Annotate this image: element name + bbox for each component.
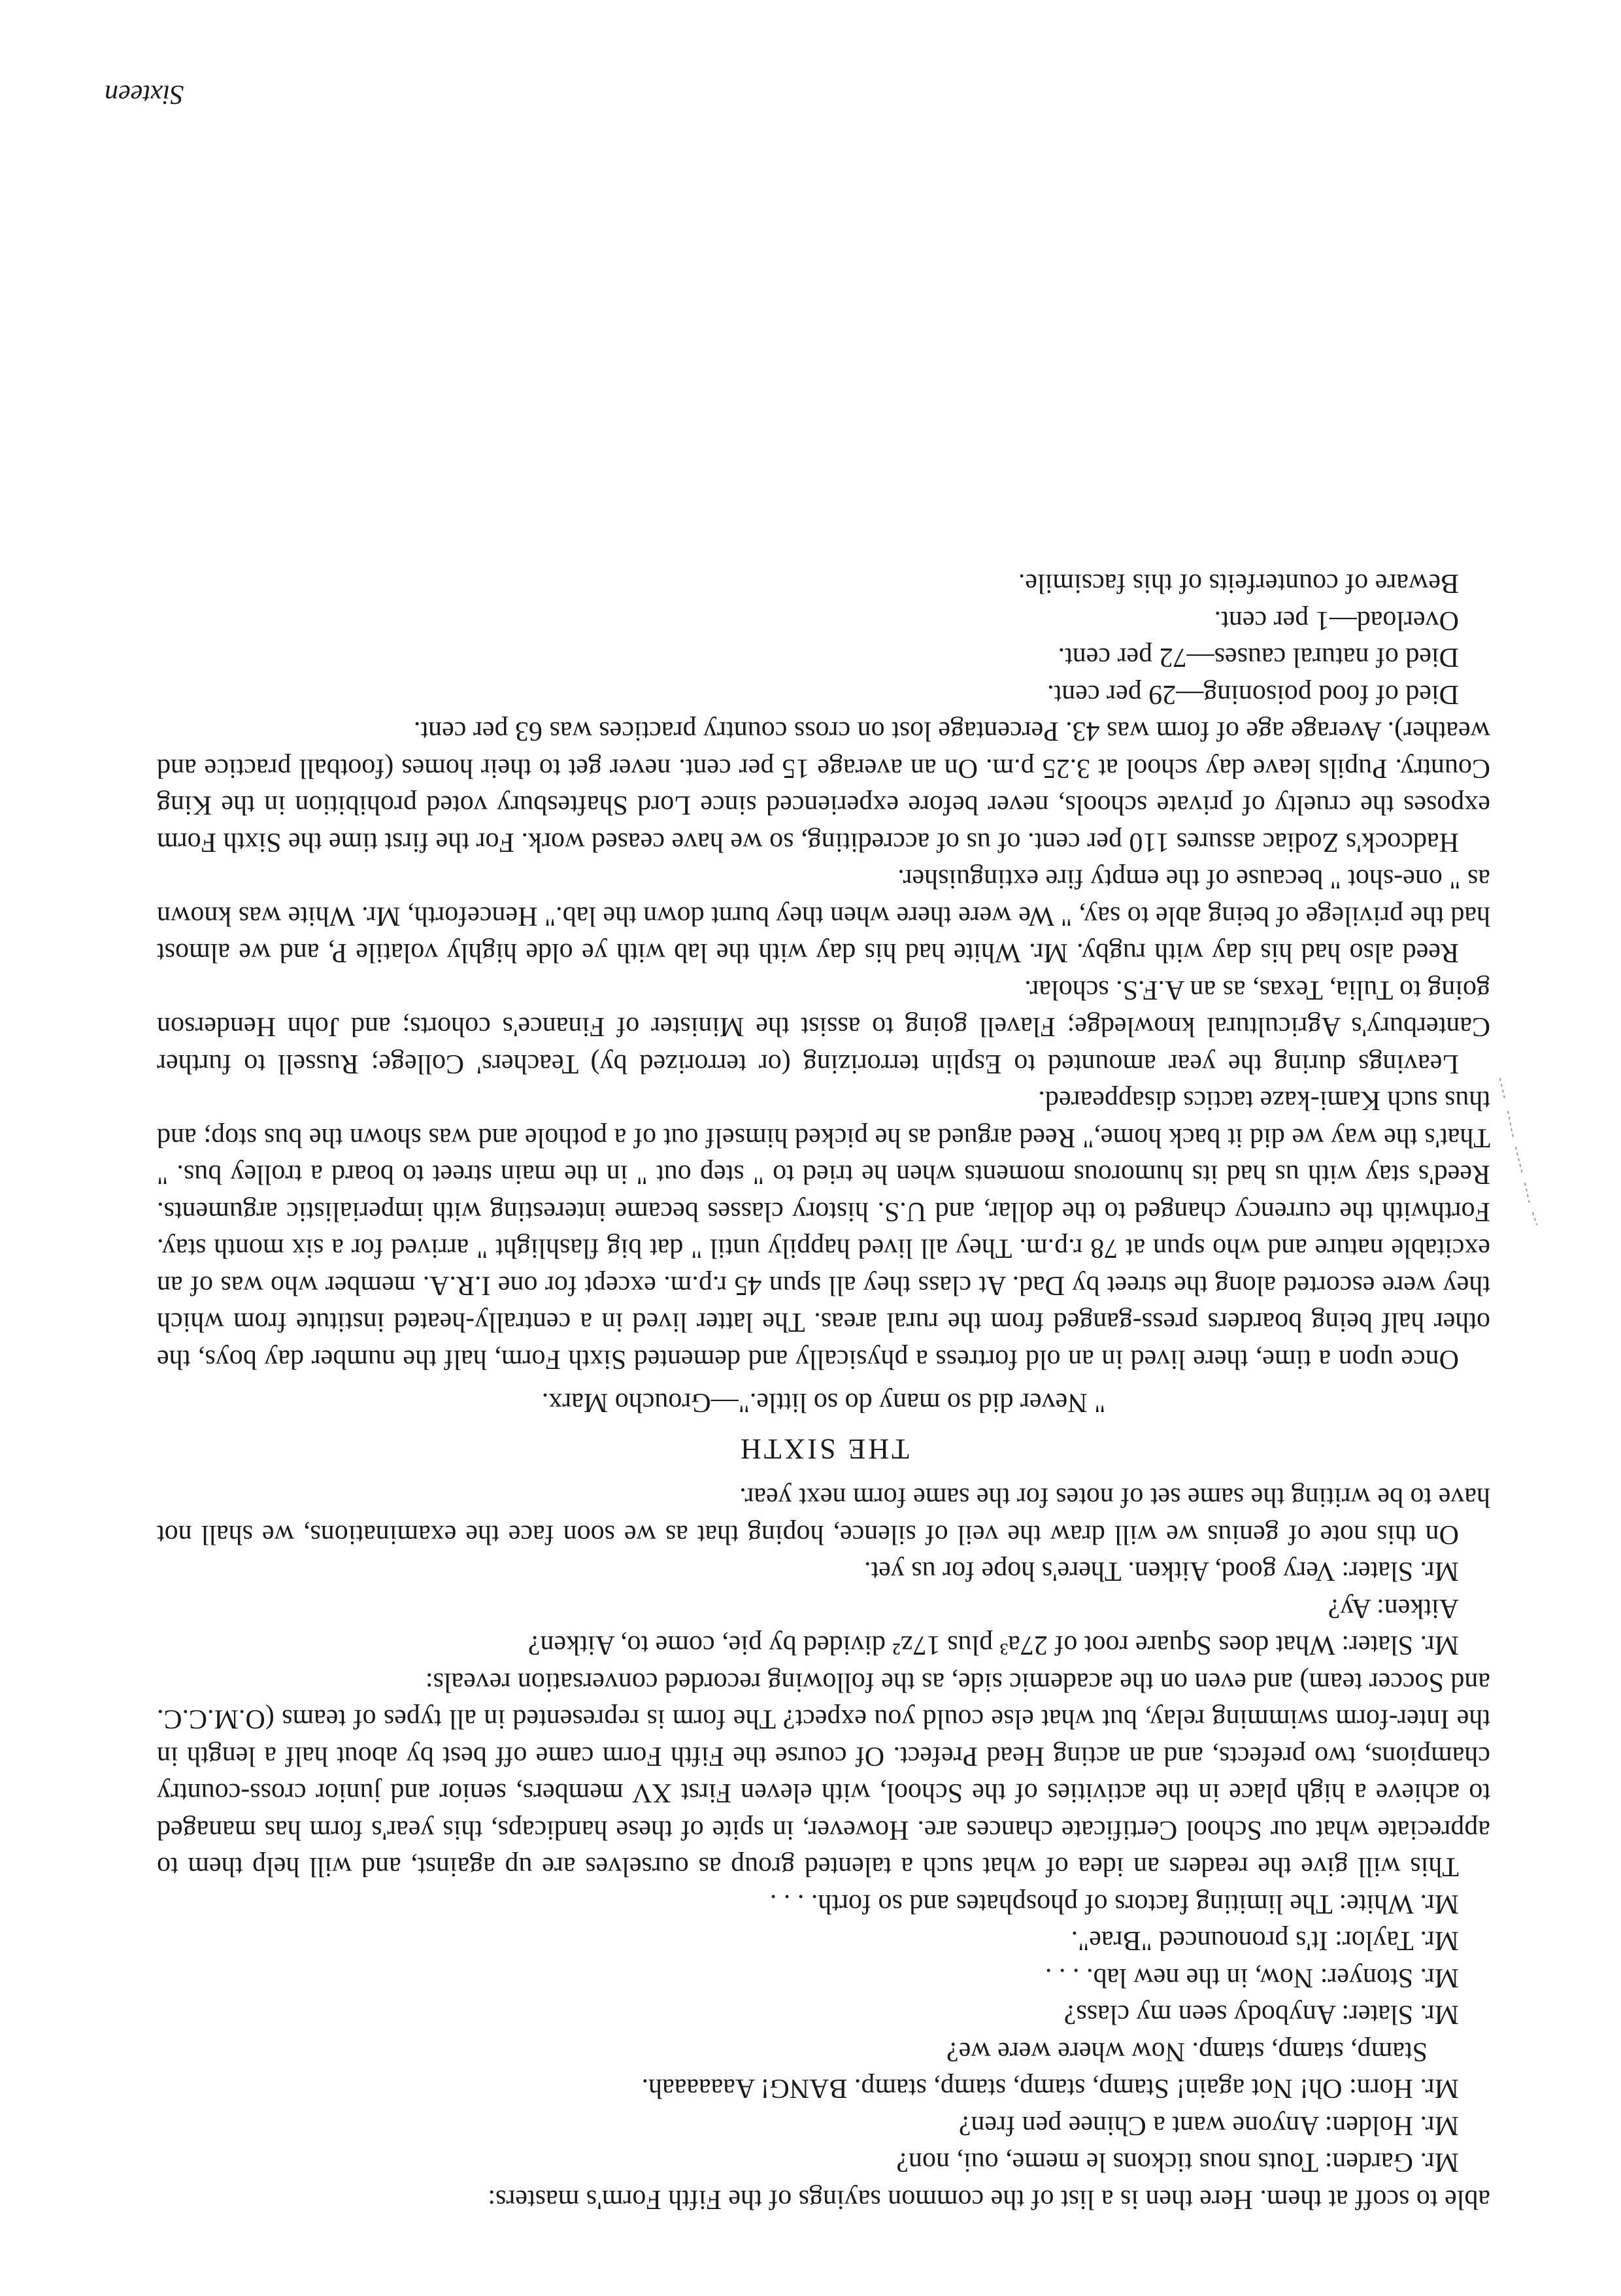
sixth-paragraph: Reed also had his day with rugby. Mr. White had his day with the lab with ye olde highly volatile P, and we almost had the privilege of being able to say, " We were there when they burnt down the lab." Henceforth, Mr. White was known as " one-shot " because of the empty fire extinguisher. xyxy=(157,864,1490,968)
margin-pencil-marks xyxy=(1494,1075,1546,1226)
conversation-line: Mr. Slater: Very good, Aitken. There's hope for us yet. xyxy=(863,1556,1459,1587)
statistic-line: Overload—1 per cent. xyxy=(1214,605,1459,635)
conversation-line: Mr. Slater: What does Square root of 27a³ plus 17z² divided by pie, come to, Aitken? xyxy=(527,1630,1459,1661)
sixth-paragraph: Leavings during the year amounted to Esplin terrorizing (or terrorized by) Teachers' College; Russell to further Canterbury's Agricultural knowledge; Flavell going to assist the Minister of Finance's cohorts; and John Henderson going to Tulia, Texas, as an A.F.S. scholar. xyxy=(157,975,1490,1079)
fifth-form-sayings xyxy=(157,1885,1490,2181)
page-body xyxy=(157,565,1490,2218)
section-heading: THE SIXTH xyxy=(737,1433,910,1465)
conversation-line: Aitken: Ay? xyxy=(1328,1593,1459,1623)
sixth-paragraph: Hadcock's Zodiac assures 110 per cent. of us of accrediting, so we have ceased work. For the first time the Sixth Form exposes the cruelty of private schools, never before experienced since Lord Shaftesbury voted prohibition in the King Country. Pupils leave day school at 3.25 p.m. On an average 15 per cent. never get to their homes (football practice and weather). Average age of form was 43. Percentage lost on cross country practices was 63 per cent. xyxy=(157,716,1490,857)
saying-line: Mr. White: The limiting factors of phosphates and so forth. . . . xyxy=(769,1889,1459,1919)
saying-line: Mr. Garden: Touts nous tickons le meme, oui, non? xyxy=(896,2147,1459,2178)
statistic-line: Died of natural causes—72 per cent. xyxy=(1058,642,1459,673)
statistics-list xyxy=(157,602,1490,713)
saying-line: Mr. Holden: Anyone want a Chinee pen fren? xyxy=(958,2110,1459,2140)
page-number: Sixteen xyxy=(105,79,184,109)
fifth-form-intro: able to scoff at them. Here then is a list of the common sayings of the Fifth Form's masters: xyxy=(488,2184,1490,2214)
saying-line: Mr. Horn: Oh! Not again! Stamp, stamp, stamp, stamp. BANG! Aaaaaaah. xyxy=(641,2073,1459,2104)
saying-line: Mr. Slater: Anybody seen my class? xyxy=(1063,1999,1459,2030)
saying-line: Stamp, stamp, stamp. Now where were we? xyxy=(946,2036,1428,2067)
sixth-paragraph: Once upon a time, there lived in an old fortress a physically and demented Sixth Form, half the number day boys, the other half being boarders press-ganged from the rural areas. The latter lived in a centrally-heated institute from which they were escorted along the street by Dad. At class they all spun 45 r.p.m. except for one I.R.A. member who was of an excitable nature and who spun at 78 r.p.m. They all lived happily until " dat big flashlight " arrived for a six month stay. Forthwith the currency changed to the dollar, and U.S. history classes became interesting with imperialistic arguments. Reed's stay with us had its humorous moments when he tried to " step out " in the main street to board a trolley bus. " That's the way we did it back home," Reed argued as he picked himself out of a pothole and was shown the bus stop; and thus such Kami-kaze tactics disappeared. xyxy=(157,1085,1490,1374)
fifth-form-paragraph: This will give the readers an idea of what such a talented group as ourselves are up against, and will help them to appreciate what our School Certificate chances are. However, in spite of these handicaps, this year's form has managed to achieve a high place in the activities of the School, with eleven First XV members, senior and junior cross-country champions, two prefects, and an acting Head Prefect. Of course the Fifth Form came off best by about half a length in the Inter-form swimming relay, but what else could you expect? The form is represented in all types of teams (O.M.C.C. and Soccer team) and even on the academic side, as the following recorded conversation reveals: xyxy=(157,1667,1490,1882)
closing-warning: Beware of counterfeits of this facsimile. xyxy=(1018,568,1459,599)
statistic-line: Died of food poisoning—29 per cent. xyxy=(1047,679,1459,709)
saying-line: Mr. Taylor: It's pronounced "Brae". xyxy=(1071,1925,1459,1956)
epigraph: " Never did so many do so little."—Groucho Marx. xyxy=(541,1387,1106,1418)
saying-line: Mr. Stonyer: Now, in the new lab. . . . xyxy=(1044,1963,1459,1993)
fifth-form-closing: On this note of genius we will draw the veil of silence, hoping that as we soon face the examinations, we shall not have to be writing the same set of notes for the same form next year. xyxy=(157,1482,1490,1549)
recorded-conversation xyxy=(157,1553,1490,1664)
